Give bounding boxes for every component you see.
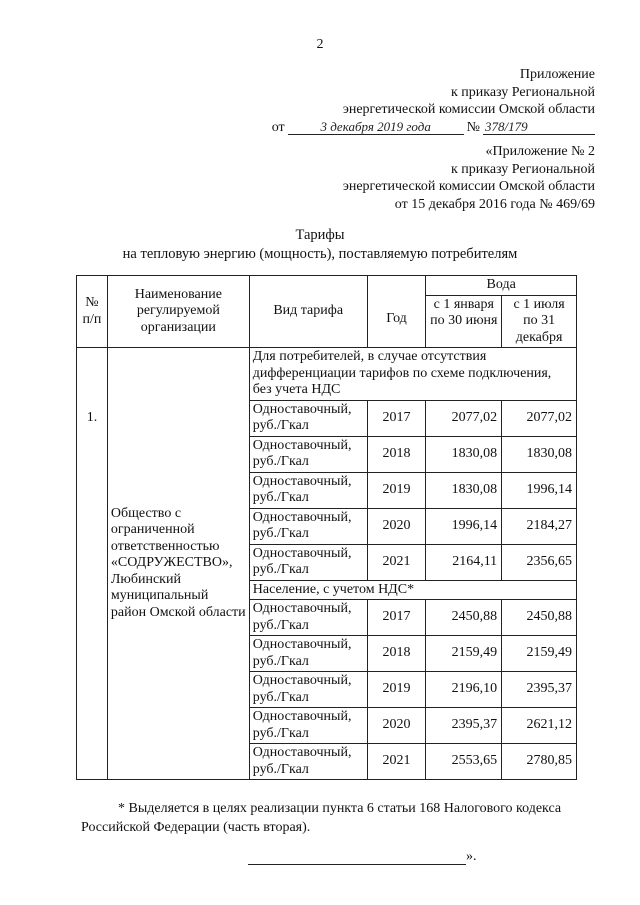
closing-mark: ». [466, 849, 477, 864]
page-number: 2 [316, 37, 324, 52]
order-reference-line [272, 119, 595, 137]
section-title: Население, с учетом НДС* [249, 580, 576, 600]
second-half-value: 1830,08 [502, 436, 577, 472]
year-cell: 2018 [367, 636, 426, 672]
header-first-half: с 1 января по 30 июня [426, 295, 502, 348]
header-year: Год [367, 276, 426, 348]
first-half-value: 2450,88 [426, 600, 502, 636]
second-half-value: 2621,12 [502, 708, 577, 744]
tariff-type-cell: Одноставочный, руб./Гкал [249, 544, 367, 580]
year-cell: 2018 [367, 436, 426, 472]
second-half-value: 2780,85 [502, 744, 577, 780]
document-title [0, 226, 640, 264]
first-half-value: 2077,02 [426, 400, 502, 436]
first-half-value: 2553,65 [426, 744, 502, 780]
signature-underline [248, 850, 466, 865]
header-tariff-type: Вид тарифа [249, 276, 367, 348]
appendix-header-line: Приложение [519, 67, 595, 82]
second-half-value: 1996,14 [502, 472, 577, 508]
tariff-type-cell: Одноставочный, руб./Гкал [249, 472, 367, 508]
appendix-header-line: к приказу Региональной [450, 84, 595, 100]
row-number: 1. [77, 348, 108, 780]
second-half-value: 2184,27 [502, 508, 577, 544]
tariff-type-cell: Одноставочный, руб./Гкал [249, 600, 367, 636]
first-half-value: 1830,08 [426, 436, 502, 472]
first-half-value: 2395,37 [426, 708, 502, 744]
appendix-header [272, 66, 595, 136]
header-second-half: с 1 июля по 31 декабря [502, 295, 577, 348]
second-half-value: 2395,37 [502, 672, 577, 708]
appendix2-header [343, 143, 595, 213]
tariff-type-cell: Одноставочный, руб./Гкал [249, 672, 367, 708]
year-cell: 2020 [367, 508, 426, 544]
section-row [77, 348, 577, 401]
tariff-type-cell: Одноставочный, руб./Гкал [249, 744, 367, 780]
year-cell: 2019 [367, 672, 426, 708]
appendix2-header-line: энергетической комиссии Омской области [342, 179, 595, 194]
handwritten-order-number: 378/179 [483, 120, 595, 135]
second-half-value: 2077,02 [502, 400, 577, 436]
table-header-row [77, 276, 577, 296]
header-num: № п/п [77, 276, 108, 348]
order-number-sign: № [466, 119, 480, 135]
appendix2-header-line: «Приложение № 2 [485, 144, 595, 159]
first-half-value: 2164,11 [426, 544, 502, 580]
tariff-type-cell: Одноставочный, руб./Гкал [249, 636, 367, 672]
second-half-value: 2159,49 [502, 636, 577, 672]
year-cell: 2020 [367, 708, 426, 744]
handwritten-order-date: 3 декабря 2019 года [288, 120, 464, 135]
header-water: Вода [426, 276, 577, 296]
header-organization: Наименование регулируемой организации [107, 276, 249, 348]
year-cell: 2021 [367, 544, 426, 580]
order-from-prefix: от [271, 119, 285, 135]
appendix2-header-line: к приказу Региональной [450, 161, 595, 177]
tariff-table [76, 275, 577, 780]
tariff-type-cell: Одноставочный, руб./Гкал [249, 508, 367, 544]
second-half-value: 2356,65 [502, 544, 577, 580]
first-half-value: 2196,10 [426, 672, 502, 708]
footnote: * Выделяется в целях реализации пункта 6 статьи 168 Налогового кодекса Российской Федерации (часть вторая). [81, 801, 562, 835]
year-cell: 2017 [367, 400, 426, 436]
appendix-header-line: энергетической комиссии Омской области [342, 102, 595, 117]
year-cell: 2019 [367, 472, 426, 508]
year-cell: 2017 [367, 600, 426, 636]
tariff-type-cell: Одноставочный, руб./Гкал [249, 400, 367, 436]
first-half-value: 1996,14 [426, 508, 502, 544]
appendix2-header-line: от 15 декабря 2016 года № 469/69 [394, 196, 595, 212]
title-line: Тарифы [295, 227, 345, 243]
tariff-type-cell: Одноставочный, руб./Гкал [249, 436, 367, 472]
section-title: Для потребителей, в случае отсутствия дифференциации тарифов по схеме подключения, без учета НДС [249, 348, 576, 401]
organization-name: Общество с ограниченной ответственностью «СОДРУЖЕСТВО», Любинский муниципальный район Омской области [107, 348, 249, 780]
first-half-value: 1830,08 [426, 472, 502, 508]
first-half-value: 2159,49 [426, 636, 502, 672]
tariff-type-cell: Одноставочный, руб./Гкал [249, 708, 367, 744]
closing-line [248, 849, 477, 865]
year-cell: 2021 [367, 744, 426, 780]
second-half-value: 2450,88 [502, 600, 577, 636]
title-line: на тепловую энергию (мощность), поставляемую потребителям [122, 246, 518, 262]
